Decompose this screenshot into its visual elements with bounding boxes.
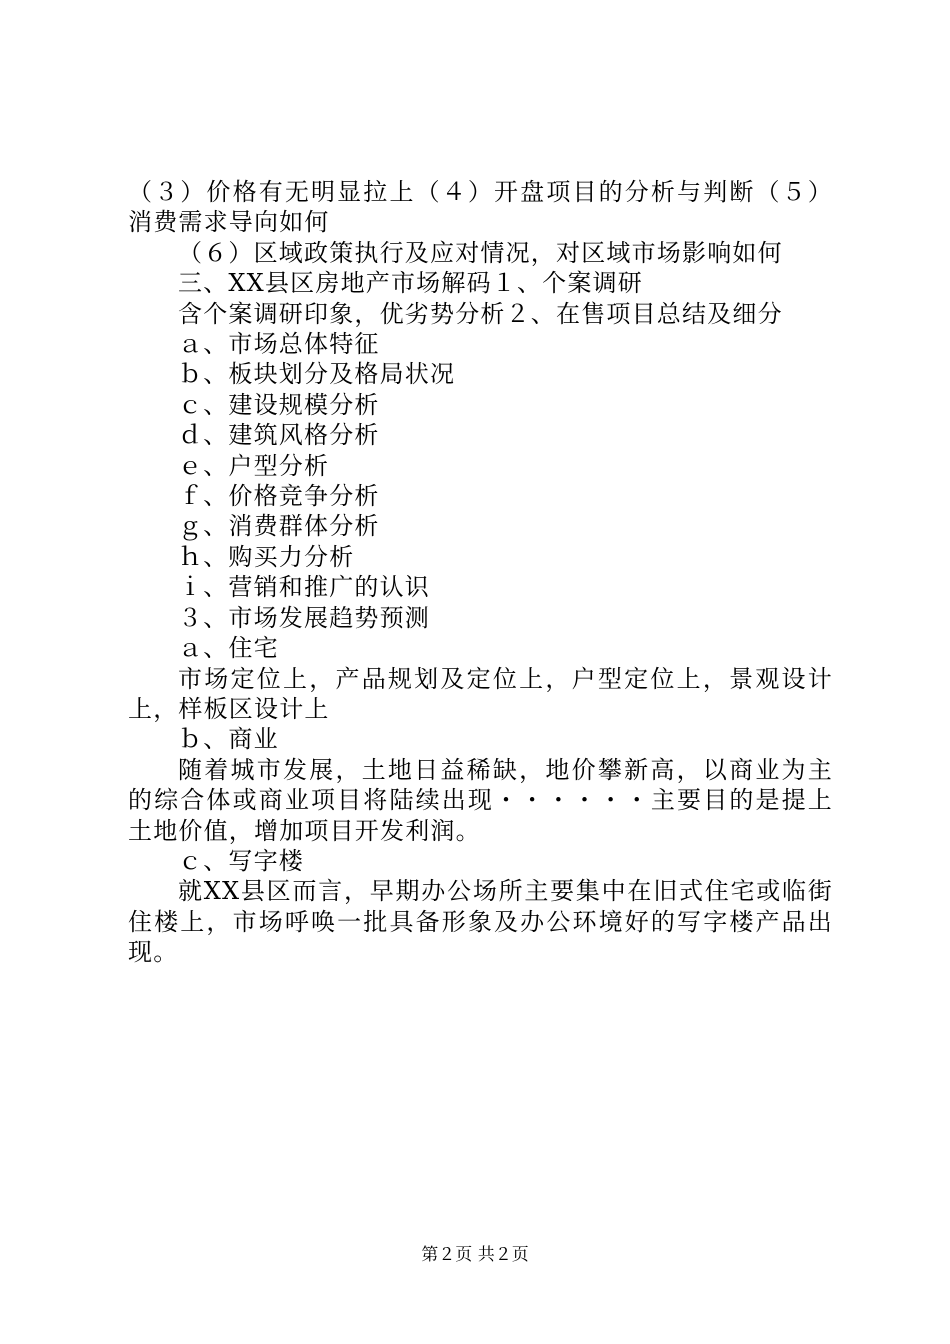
list-item: ａ、住宅 [178,634,279,663]
list-item: ｂ、商业 [178,725,279,754]
list-item: ｆ、价格竞争分析 [178,482,380,511]
list-item: ｇ、消费群体分析 [178,512,380,541]
paragraph: （６）区域政策执行及应对情况，对区域市场影响如何 [178,238,783,267]
list-item: ｉ、营销和推广的认识 [178,573,430,602]
paragraph: 随着城市发展，土地日益稀缺，地价攀新高，以商业为主的综合体或商业项目将陆续出现・・・・・・主要目的是提上土地价值，增加项目开发利润。 [128,755,833,845]
list-item: ｂ、板块划分及格局状况 [178,360,456,389]
paragraph: （３）价格有无明显拉上（４）开盘项目的分析与判断（５）消费需求导向如何 [128,178,833,237]
document-body [128,177,833,968]
list-item: ａ、市场总体特征 [178,330,380,359]
list-item: ｈ、购买力分析 [178,542,355,571]
paragraph: 三、XX县区房地产市场解码１、个案调研 [178,269,643,298]
section-heading: ３、市场发展趋势预测 [178,603,430,632]
paragraph: 市场定位上，产品规划及定位上，户型定位上，景观设计上，样板区设计上 [128,664,833,723]
list-item: ｃ、写字楼 [178,846,304,875]
list-item: ｃ、建设规模分析 [178,390,380,419]
paragraph: 含个案调研印象，优劣势分析２、在售项目总结及细分 [178,299,783,328]
paragraph: 就XX县区而言，早期办公场所主要集中在旧式住宅或临街住楼上，市场呼唤一批具备形象及办公环境好的写字楼产品出现。 [128,877,833,967]
page-number-footer: 第２页 共２页 [421,1245,529,1265]
list-item: ｄ、建筑风格分析 [178,421,380,450]
list-item: ｅ、户型分析 [178,451,330,480]
